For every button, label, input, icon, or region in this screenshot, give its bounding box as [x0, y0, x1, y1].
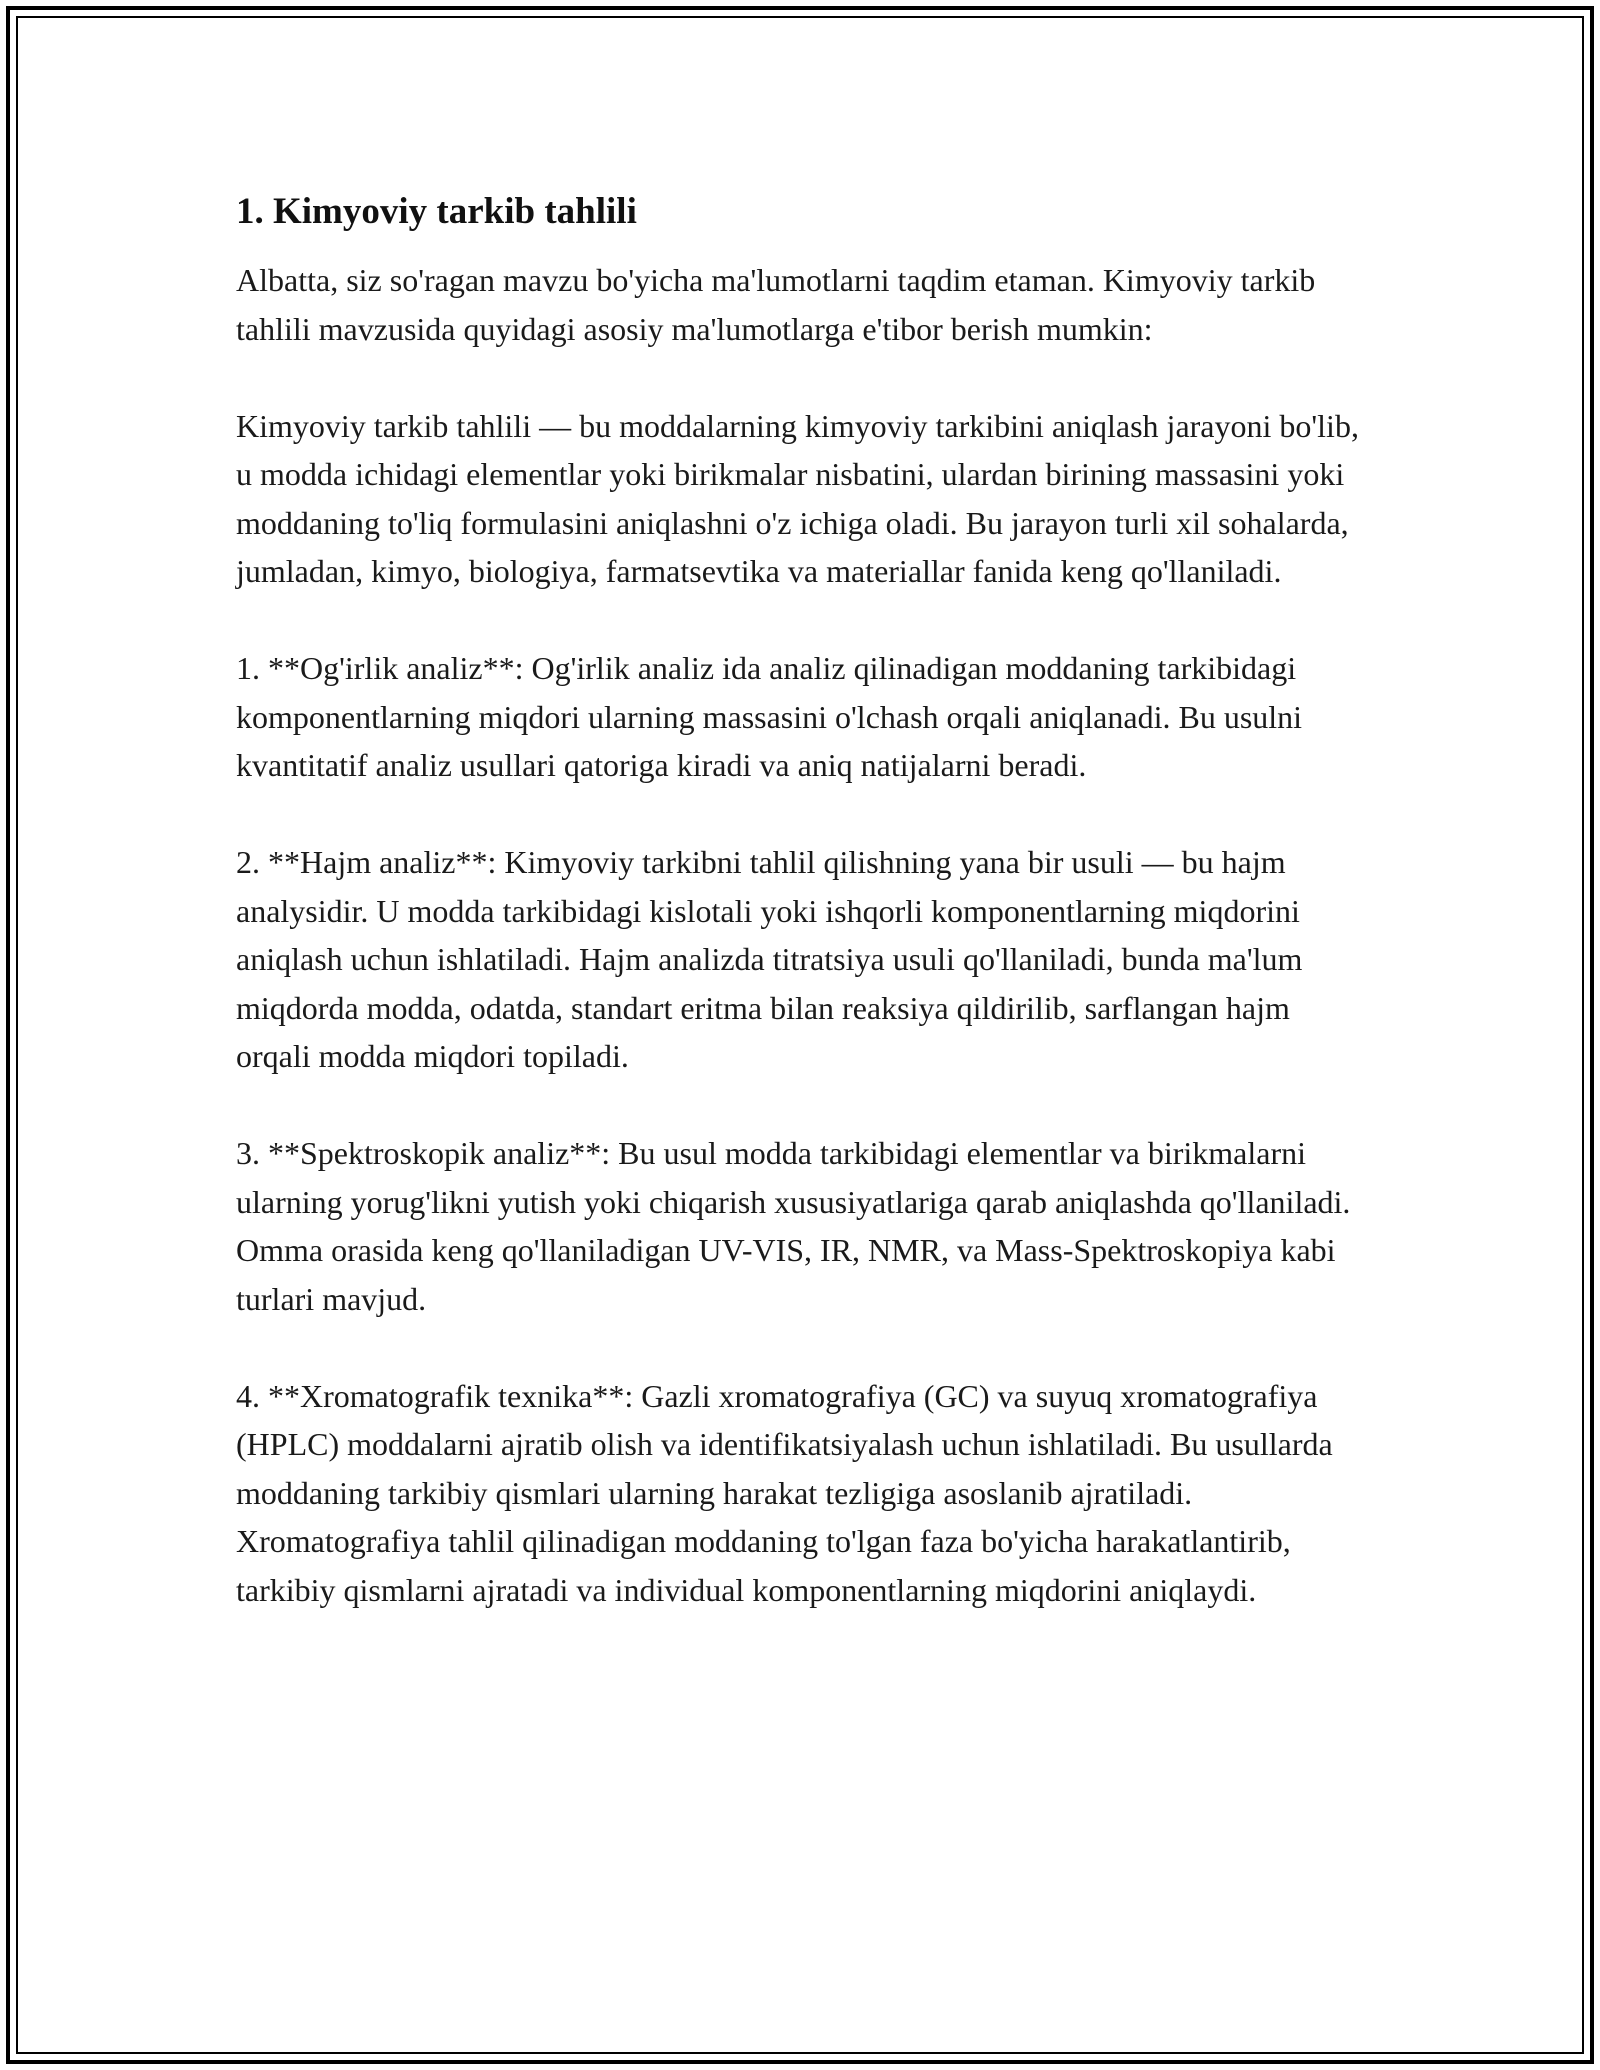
method-gravimetric-paragraph: 1. **Og'irlik analiz**: Og'irlik analiz ida analiz qilinadigan moddaning tarkibidagi komponentlarning miqdori ularning massasini o'lchash orqali aniqlanadi. Bu usulni kvantitatif analiz usullari qatoriga kiradi va aniq natijalarni beradi. [236, 650, 1303, 783]
section-heading: 1. Kimyoviy tarkib tahlili [236, 191, 637, 232]
method-volumetric-paragraph: 2. **Hajm analiz**: Kimyoviy tarkibni tahlil qilishning yana bir usuli — bu hajm analysidir. U modda tarkibidagi kislotali yoki ishqorli komponentlarning miqdorini aniqlash uchun ishlatiladi. Hajm analizda titratsiya usuli qo'llaniladi, bunda ma'lum miqdorda modda, odatda, standart eritma bilan reaksiya qildirilib, sarflangan hajm orqali modda miqdori topiladi. [236, 844, 1303, 1074]
document-body [236, 188, 1364, 1663]
method-chromatographic-paragraph: 4. **Xromatografik texnika**: Gazli xromatografiya (GC) va suyuq xromatografiya (HPLC) moddalarni ajratib olish va identifikatsiyalash uchun ishlatiladi. Bu usullarda moddaning tarkibiy qismlari ularning harakat tezligiga asoslanib ajratiladi. Xromatografiya tahlil qilinadigan moddaning to'lgan faza bo'yicha harakatlantirib, tarkibiy qismlarni ajratadi va individual komponentlarning miqdorini aniqlaydi. [236, 1377, 1333, 1608]
intro-paragraph: Albatta, siz so'ragan mavzu bo'yicha ma'lumotlarni taqdim etaman. Kimyoviy tarkib tahlili mavzusida quyidagi asosiy ma'lumotlarga e'tibor berish mumkin: [236, 262, 1316, 347]
definition-paragraph: Kimyoviy tarkib tahlili — bu moddalarning kimyoviy tarkibini aniqlash jarayoni bo'lib, u modda ichidagi elementlar yoki birikmalar nisbatini, ulardan birining massasini yoki moddaning to'liq formulasini aniqlashni o'z ichiga oladi. Bu jarayon turli xil sohalarda, jumladan, kimyo, biologiya, farmatsevtika va materiallar fanida keng qo'llaniladi. [236, 407, 1359, 589]
method-spectroscopic-paragraph: 3. **Spektroskopik analiz**: Bu usul modda tarkibidagi elementlar va birikmalarni ularning yorug'likni yutish yoki chiqarish xususiyatlariga qarab aniqlashda qo'llaniladi. Omma orasida keng qo'llaniladigan UV-VIS, IR, NMR, va Mass-Spektroskopiya kabi turlari mavjud. [236, 1135, 1351, 1317]
